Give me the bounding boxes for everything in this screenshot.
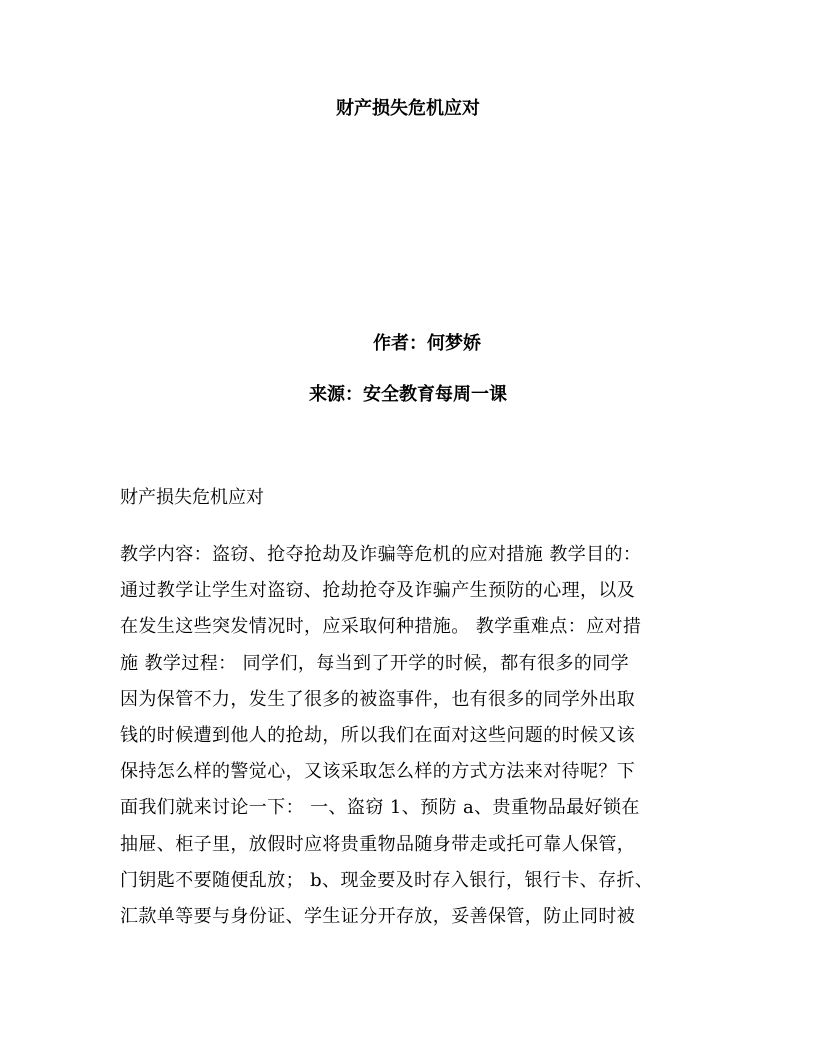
body-line: 通过教学让学生对盗窃、抢劫抢夺及诈骗产生预防的心理，以及 [120, 580, 636, 602]
document-title: 财产损失危机应对 [336, 98, 480, 119]
body-text [120, 537, 700, 935]
body-line: 教学内容：盗窃、抢夺抢劫及诈骗等危机的应对措施 教学目的： [120, 544, 642, 565]
author-line: 作者：何梦娇 [373, 333, 481, 354]
body-line: 面我们就来讨论一下： 一、盗窃 1、预防 a、贵重物品最好锁在 [120, 797, 640, 819]
body-line: 汇款单等要与身份证、学生证分开存放，妥善保管，防止同时被 [120, 905, 636, 927]
body-line: 抽屉、柜子里，放假时应将贵重物品随身带走或托可靠人保管， [120, 833, 636, 855]
body-line: 施 教学过程： 同学们，每当到了开学的时候，都有很多的同学 [120, 652, 630, 674]
body-line: 保持怎么样的警觉心，又该采取怎么样的方式方法来对待呢？下 [120, 761, 636, 783]
section-heading: 财产损失危机应对 [120, 487, 264, 508]
body-line: 在发生这些突发情况时，应采取何种措施。 教学重难点：应对措 [120, 616, 642, 638]
body-line: 门钥匙不要随便乱放； b、现金要及时存入银行，银行卡、存折、 [120, 869, 654, 891]
body-line: 钱的时候遭到他人的抢劫，所以我们在面对这些问题的时候又该 [120, 724, 636, 746]
source-line: 来源：安全教育每周一课 [309, 384, 507, 405]
body-line: 因为保管不力，发生了很多的被盗事件，也有很多的同学外出取 [120, 688, 636, 710]
